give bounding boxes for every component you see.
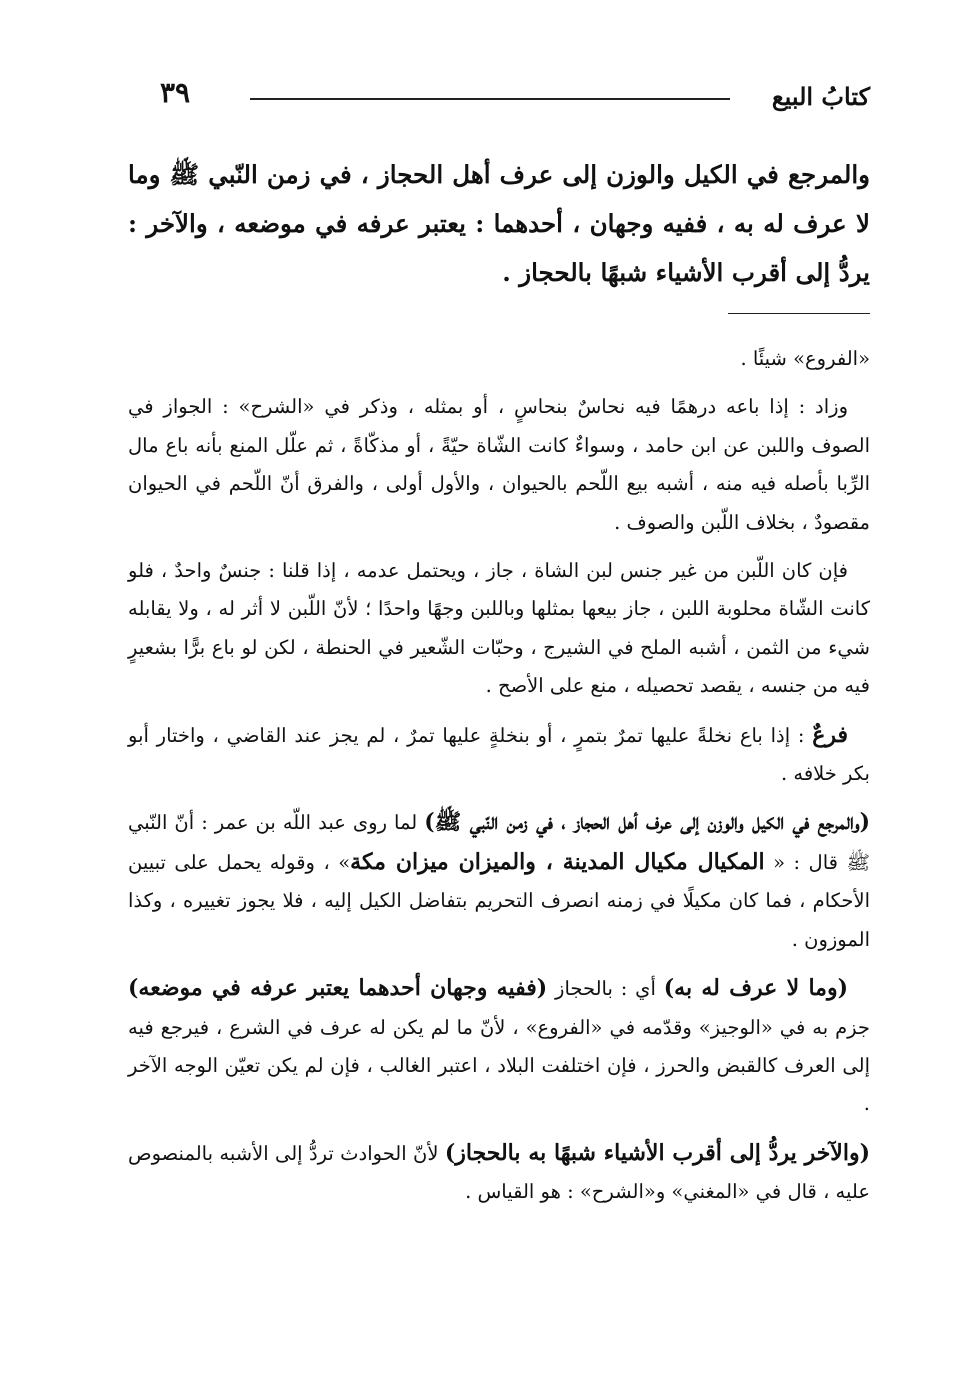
commentary-text: لما روى عبد اللّه بن عمر : أنّ النّبي ﷺ قال : « xyxy=(128,811,871,874)
commentary-paragraph-4 xyxy=(128,716,870,794)
commentary-paragraph-7 xyxy=(128,1134,870,1212)
header-rule xyxy=(250,98,730,100)
commentary xyxy=(128,340,870,1222)
quoted-matn: (والآخر يردُّ إلى أقرب الأشياء شبهًا به بالحجاز) xyxy=(444,1139,870,1166)
quoted-matn: (وما لا عرف له به) xyxy=(663,975,848,1002)
commentary-paragraph-1: «الفروع» شيئًا . xyxy=(740,347,870,370)
far-text: : إذا باع نخلةً عليها تمرٌ بتمرٍ ، أو بنخلةٍ عليها تمرٌ ، لم يجز عند القاضي ، واختار أبو بكر خلافه . xyxy=(128,723,870,786)
page-header xyxy=(160,76,870,116)
commentary-paragraph-5 xyxy=(128,803,870,959)
hadith-quote: المكيال مكيال المدينة ، والميزان ميزان مكة xyxy=(350,848,765,875)
commentary-text: أي : بالحجاز xyxy=(547,977,664,1001)
commentary-paragraph-6 xyxy=(128,969,870,1124)
matn-text: والمرجع في الكيل والوزن إلى عرف أهل الحجاز ، في زمن النّبي ﷺ وما لا عرف له به ، ففيه وجهان ، أحدهما : يعتبر عرفه في موضعه ، والآخر : يردُّ إلى أقرب الأشياء شبهًا بالحجاز . xyxy=(128,160,870,287)
far-label: فرعٌ xyxy=(812,721,848,748)
separator-rule xyxy=(728,313,870,314)
commentary-text: لأنّ الحوادث تردُّ إلى الأشبه بالمنصوص عليه ، قال في «المغني» و«الشرح» : هو القياس . xyxy=(128,1141,870,1204)
commentary-paragraph-3: فإن كان اللّبن من غير جنس لبن الشاة ، جاز ، ويحتمل عدمه ، إذا قلنا : جنسٌ واحدٌ ، فلو كانت الشّاة محلوبة اللبن ، جاز بيعها بمثلها وباللبن وجهًا واحدًا ؛ لأنّ اللّبن لا أثر له ، ولا يقابله شيء من الثمن ، أشبه الملح في الشيرج ، وحبّات الشّعير في الحنطة ، لكن لو باع برًّا بشعيرٍ فيه من جنسه ، يقصد تحصيله ، منع على الأصح . xyxy=(128,559,870,698)
commentary-text: جزم به في «الوجيز» وقدّمه في «الفروع» ، لأنّ ما لم يكن له عرف في الشرع ، فيرجع فيه إلى العرف كالقبض والحرز ، فإن اختلفت البلاد ، اعتبر الغالب ، فإن لم يكن تعيّن الوجه الآخر . xyxy=(128,1015,870,1116)
commentary-paragraph-2: وزاد : إذا باعه درهمًا فيه نحاسٌ بنحاسٍ ، أو بمثله ، وذكر في «الشرح» : الجواز في الصوف واللبن عن ابن حامد ، وسواءٌ كانت الشّاة حيّةً ، أو مذكّاةً ، ثم علّل المنع بأنه باع مال الرِّبا بأصله فيه منه ، أشبه بيع اللّحم بالحيوان ، والأول أولى ، والفرق أنّ اللّحم في الحيوان مقصودٌ ، بخلاف اللّبن والصوف . xyxy=(128,395,870,534)
quoted-matn: (ففيه وجهان أحدهما يعتبر عرفه في موضعه) xyxy=(128,975,548,1002)
page-number: ٣٩ xyxy=(160,76,191,109)
quoted-matn: (والمرجع في الكيل والوزن إلى عرف أهل الحجاز ، في زمن النّبي ﷺ) xyxy=(424,809,870,836)
running-title: كتابُ البيع xyxy=(771,82,870,111)
commentary-text: » ، وقوله يحمل على تبيين الأحكام ، فما كان مكيلًا في زمنه انصرف التحريم بتفاضل الكيل إليه ، فلا يجوز تغييره ، وكذا الموزون . xyxy=(128,850,870,951)
